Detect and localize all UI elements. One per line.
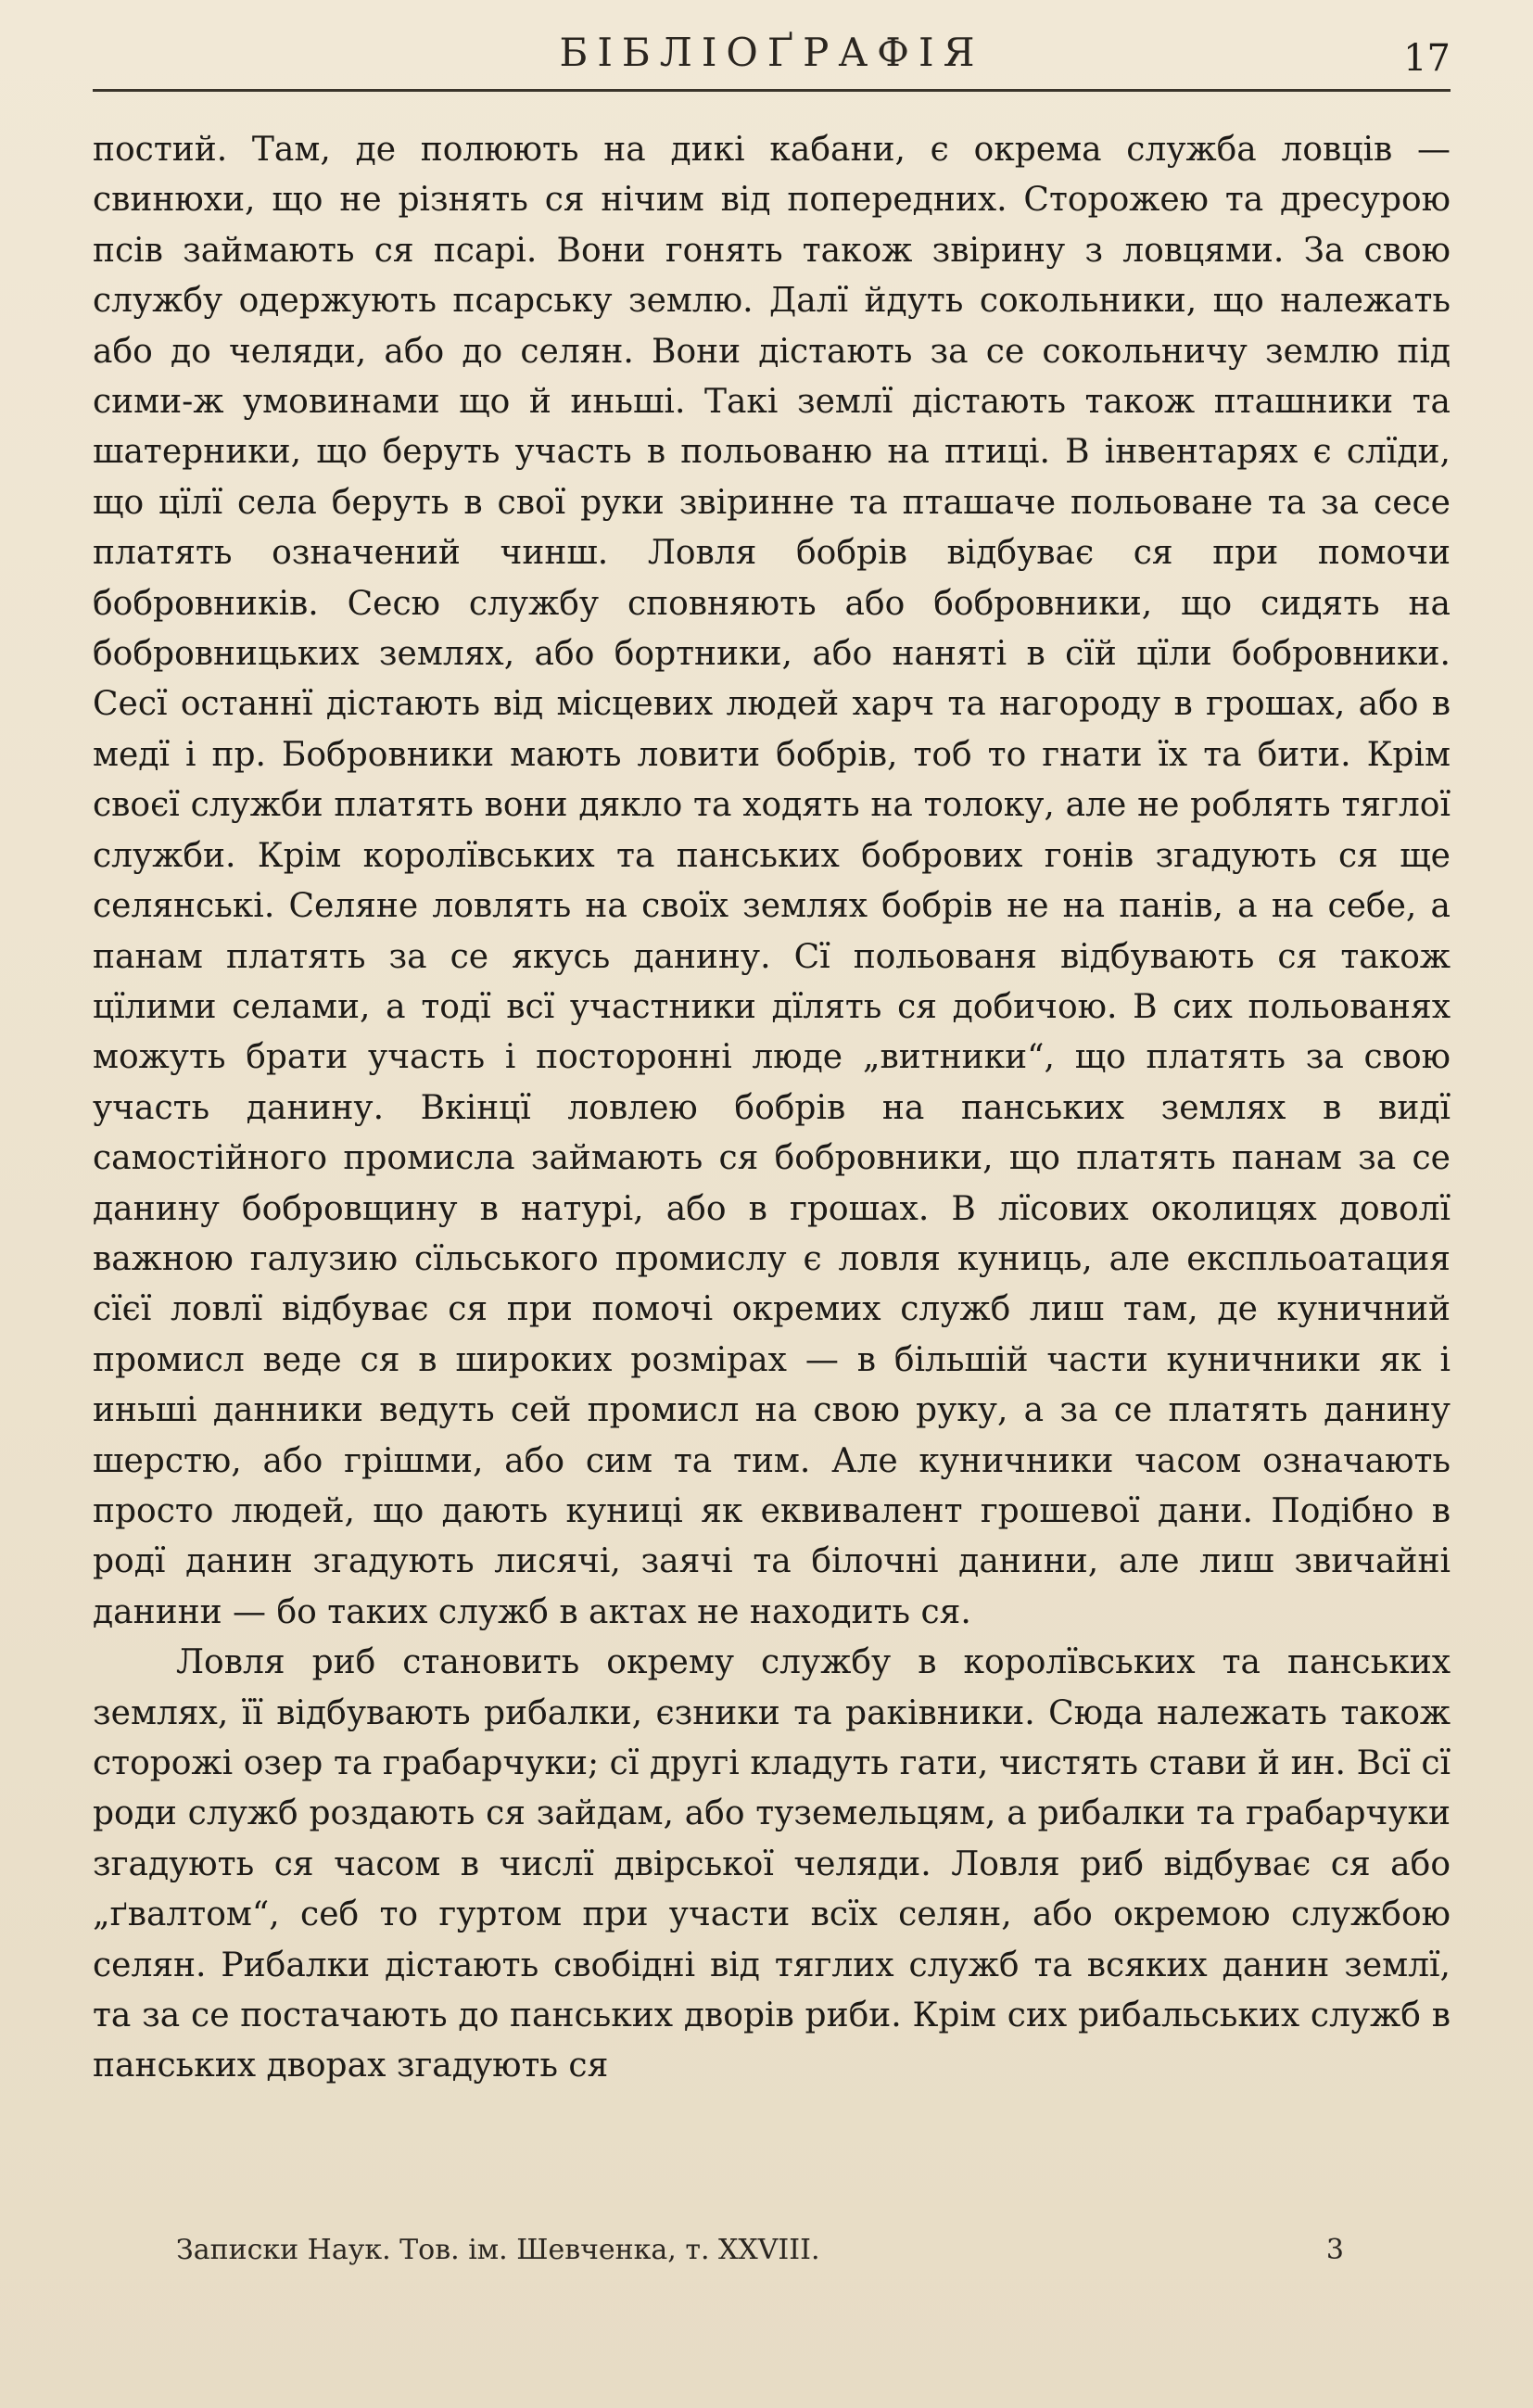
header-rule <box>93 89 1451 92</box>
footer-signature: 3 <box>1325 2234 1344 2266</box>
page-footer <box>176 2234 1344 2280</box>
page-number: 17 <box>1403 37 1451 80</box>
page-header <box>93 20 1451 95</box>
body-text <box>93 125 1451 2092</box>
footer-source: Записки Наук. Тов. ім. Шевченка, т. XXVIII. <box>176 2234 820 2266</box>
paragraph: Ловля риб становить окрему службу в королївських та панських землях, її відбувають рибалки, єзники та раківники. Сюда належать також сторожі озер та грабарчуки; сї другі кладуть гати, чистять стави й ин. Всї сї роди служб роздають ся зайдам, або туземельцям, а рибалки та грабарчуки згадують ся часом в числї двірської челяди. Ловля риб відбуває ся або „ґвалтом“, себ то гуртом при участи всїх селян, або окремою службою селян. Рибалки дістають свобідні від тяглих служб та всяких данин землї, та за се постачають до панських дворів риби. Крім сих рибальських служб в панських дворах згадують ся <box>93 1643 1451 2085</box>
paragraph: постий. Там, де полюють на дикі кабани, є окрема служба ловців — свинюхи, що не різнять ся нічим від попередних. Сторожею та дресурою псів займають ся псарі. Вони гонять також звірину з ловцями. За свою службу одержують псарську землю. Далї йдуть сокольники, що належать або до челяди, або до селян. Вони дістають за се сокольничу землю під сими-ж умовинами що й иньші. Такі землї дістають також пташники та шатерники, що беруть участь в польованю на птиці. В інвентарях є слїди, що цїлї села беруть в свої руки звіринне та пташаче польоване та за сесе платять означений чинш. Ловля бобрів відбуває ся при помочи бобровників. Сесю службу сповняють або бобровники, що сидять на бобровницьких землях, або бортники, або наняті в сїй цїли бобровники. Сесї останнї дістають від місцевих людей харч та нагороду в грошах, або в медї і пр. Бобровники мають ловити бобрів, тоб то гнати їх та бити. Крім своєї служби платять вони дякло та ходять на толоку, але не роблять тяглої служби. Крім королївських та панських бобрових гонів згадують ся ще селянські. Селяне ловлять на своїх землях бобрів не на панів, а на себе, а панам платять за се якусь данину. Сї польованя відбувають ся також цїлими селами, а тодї всї участники дїлять ся добичою. В сих польованях можуть брати участь і посторонні люде „витники“, що платять за свою участь данину. Вкінцї ловлею бобрів на панських землях в видї самостійного промисла займають ся бобровники, що платять панам за се данину бобровщину в натурі, або в грошах. В лїсових околицях доволї важною галузию сїльського промислу є ловля куниць, але експльоатация сїєї ловлї відбуває ся при помочі окремих служб лиш там, де куничний промисл веде ся в широких розмірах — в більшій части куничники як і иньші данники ведуть сей промисл на свою руку, а за се платять данину шерстю, або грішми, або сим та тим. Але куничники часом означають просто людей, що дають куниці як еквивалент грошевої дани. Подібно в родї данин згадують лисячі, заячі та білочні данини, але лиш звичайні данини — бо таких служб в актах не находить ся. <box>93 131 1451 1631</box>
running-title: БІБЛІОҐРАФІЯ <box>559 30 984 75</box>
